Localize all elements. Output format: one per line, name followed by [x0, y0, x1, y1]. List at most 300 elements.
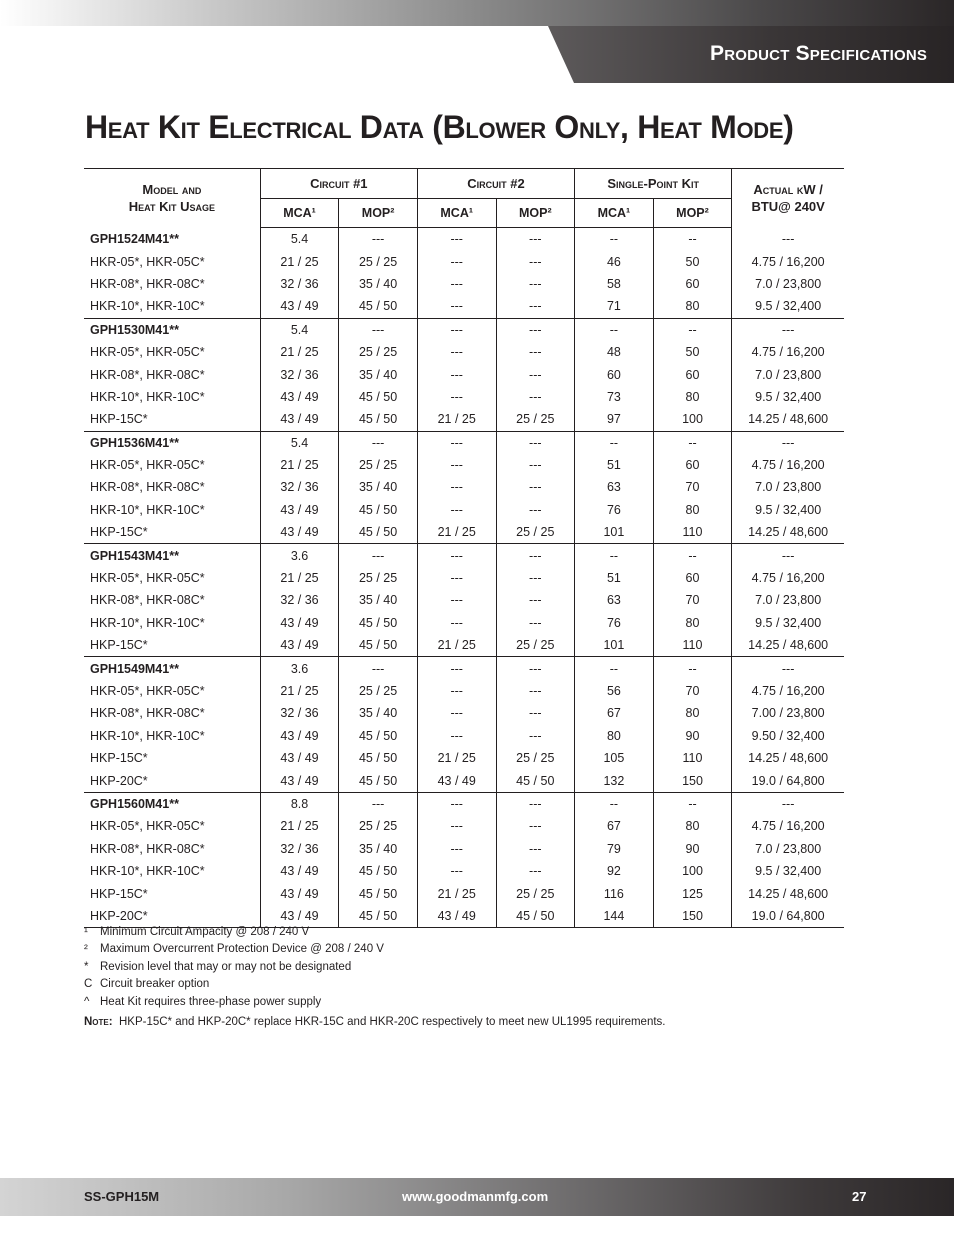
single-point-mop-cell: 100: [653, 860, 732, 882]
circuit2-mca-cell: ---: [417, 295, 496, 318]
single-point-mca-cell: 101: [575, 634, 654, 657]
actual-kw-btu-cell: 7.0 / 23,800: [732, 363, 844, 385]
circuit1-mca-cell: 21 / 25: [260, 567, 339, 589]
circuit2-mop-cell: ---: [496, 250, 575, 272]
single-point-mca-cell: --: [575, 318, 654, 341]
circuit2-mca-cell: 21 / 25: [417, 408, 496, 431]
model-cell: GPH1530M41**: [90, 322, 179, 337]
circuit1-mop-cell: 35 / 40: [339, 838, 418, 860]
circuit2-mca-cell: 21 / 25: [417, 521, 496, 544]
single-point-mop-cell: 80: [653, 702, 732, 724]
note-text: HKP-15C* and HKP-20C* replace HKR-15C and HKR-20C respectively to meet new UL1995 requirements.: [118, 1016, 666, 1028]
circuit1-mop-cell: 45 / 50: [339, 408, 418, 431]
single-point-mca-cell: --: [575, 792, 654, 815]
table-row: [84, 882, 844, 904]
circuit1-mop-cell: 35 / 40: [339, 273, 418, 295]
circuit2-mop-cell: ---: [496, 702, 575, 724]
table-row: [84, 363, 844, 385]
circuit2-mop-cell: 25 / 25: [496, 634, 575, 657]
actual-kw-btu-cell: 7.0 / 23,800: [732, 476, 844, 498]
table-row: [84, 725, 844, 747]
single-point-mop-cell: 125: [653, 882, 732, 904]
actual-kw-btu-cell: ---: [732, 544, 844, 567]
circuit1-mca-cell: 32 / 36: [260, 838, 339, 860]
circuit1-mca-cell: 43 / 49: [260, 860, 339, 882]
actual-kw-btu-cell: 14.25 / 48,600: [732, 408, 844, 431]
circuit1-mop-cell: 45 / 50: [339, 769, 418, 792]
circuit2-mca-cell: ---: [417, 273, 496, 295]
footnote: [84, 924, 384, 941]
single-point-mop-cell: 50: [653, 250, 732, 272]
circuit1-mca-cell: 43 / 49: [260, 634, 339, 657]
actual-kw-btu-cell: ---: [732, 228, 844, 251]
footnote-text: Circuit breaker option: [100, 978, 210, 991]
single-point-mca-cell: --: [575, 544, 654, 567]
single-point-mca-cell: --: [575, 431, 654, 454]
circuit1-mop-cell: 45 / 50: [339, 905, 418, 928]
actual-kw-btu-cell: 14.25 / 48,600: [732, 634, 844, 657]
circuit1-mop-cell: 45 / 50: [339, 612, 418, 634]
single-point-mop-cell: 80: [653, 612, 732, 634]
actual-kw-btu-cell: 9.5 / 32,400: [732, 386, 844, 408]
model-cell: HKR-08*, HKR-08C*: [90, 841, 205, 856]
model-cell: HKR-10*, HKR-10C*: [90, 864, 205, 879]
circuit2-mop-cell: 45 / 50: [496, 905, 575, 928]
circuit2-mca-cell: ---: [417, 341, 496, 363]
circuit1-mop-cell: 45 / 50: [339, 860, 418, 882]
single-point-mop-cell: 60: [653, 363, 732, 385]
footnote-mark: *: [84, 960, 89, 973]
model-cell: GPH1536M41**: [90, 435, 179, 450]
circuit1-mop-cell: 25 / 25: [339, 250, 418, 272]
circuit1-mop-cell: 45 / 50: [339, 725, 418, 747]
circuit1-mop-cell: 35 / 40: [339, 476, 418, 498]
single-point-mca-cell: 76: [575, 612, 654, 634]
actual-kw-btu-cell: 4.75 / 16,200: [732, 454, 844, 476]
circuit2-mca-cell: 21 / 25: [417, 634, 496, 657]
circuit1-mca-cell: 3.6: [260, 544, 339, 567]
header-circuit-1: Circuit #1: [260, 169, 417, 199]
circuit2-mop-cell: ---: [496, 680, 575, 702]
circuit2-mca-cell: ---: [417, 363, 496, 385]
single-point-mop-cell: --: [653, 544, 732, 567]
model-cell: HKR-05*, HKR-05C*: [90, 254, 205, 269]
single-point-mop-cell: 70: [653, 589, 732, 611]
model-cell: HKR-10*, HKR-10C*: [84, 295, 260, 318]
circuit2-mop-cell: ---: [496, 431, 575, 454]
header-actual-kw: [732, 169, 844, 228]
actual-kw-btu-cell: 14.25 / 48,600: [732, 747, 844, 769]
table-row: [84, 273, 844, 295]
actual-kw-btu-cell: ---: [732, 657, 844, 680]
circuit1-mca-cell: 43 / 49: [260, 521, 339, 544]
circuit2-mop-cell: ---: [496, 589, 575, 611]
circuit2-mca-cell: ---: [417, 318, 496, 341]
actual-kw-btu-cell: 9.5 / 32,400: [732, 860, 844, 882]
table-row-model: [84, 228, 844, 251]
single-point-mca-cell: 51: [575, 567, 654, 589]
circuit2-mca-cell: ---: [417, 792, 496, 815]
circuit1-mca-cell: 3.6: [260, 657, 339, 680]
circuit1-mop-cell: 45 / 50: [339, 295, 418, 318]
model-cell: HKR-08*, HKR-08C*: [90, 706, 205, 721]
footer-url[interactable]: www.goodmanmfg.com: [402, 1189, 549, 1204]
circuit2-mca-cell: ---: [417, 838, 496, 860]
header-actual-kw-line1: Actual kW /: [753, 182, 823, 198]
circuit1-mca-cell: 5.4: [260, 431, 339, 454]
header-circuit-2: Circuit #2: [417, 169, 574, 199]
single-point-mop-cell: --: [653, 318, 732, 341]
circuit1-mop-cell: ---: [339, 657, 418, 680]
actual-kw-btu-cell: 4.75 / 16,200: [732, 341, 844, 363]
model-cell: HKR-08*, HKR-08C*: [90, 593, 205, 608]
single-point-mop-cell: 70: [653, 680, 732, 702]
circuit1-mca-cell: 32 / 36: [260, 476, 339, 498]
single-point-mop-cell: 100: [653, 408, 732, 431]
table-row: [84, 860, 844, 882]
circuit2-mca-cell: ---: [417, 228, 496, 251]
circuit1-mca-cell: 32 / 36: [260, 273, 339, 295]
model-cell: HKP-15C*: [84, 408, 260, 431]
single-point-mca-cell: 105: [575, 747, 654, 769]
actual-kw-btu-cell: 9.50 / 32,400: [732, 725, 844, 747]
actual-kw-btu-cell: ---: [732, 318, 844, 341]
model-cell: HKR-08*, HKR-08C*: [90, 367, 205, 382]
single-point-mca-cell: 67: [575, 815, 654, 837]
single-point-mop-cell: 90: [653, 838, 732, 860]
circuit1-mop-cell: 25 / 25: [339, 680, 418, 702]
circuit1-mca-cell: 43 / 49: [260, 905, 339, 928]
single-point-mca-cell: 51: [575, 454, 654, 476]
circuit1-mop-cell: ---: [339, 431, 418, 454]
circuit2-mop-cell: 25 / 25: [496, 521, 575, 544]
footnotes: [84, 924, 384, 1011]
table-row: [84, 386, 844, 408]
circuit2-mca-cell: ---: [417, 454, 496, 476]
circuit1-mca-cell: 43 / 49: [260, 747, 339, 769]
circuit1-mca-cell: 43 / 49: [260, 882, 339, 904]
circuit2-mca-cell: ---: [417, 815, 496, 837]
circuit1-mca-cell: 32 / 36: [260, 589, 339, 611]
actual-kw-btu-cell: 4.75 / 16,200: [732, 680, 844, 702]
table-row: [84, 408, 844, 431]
circuit1-mca-cell: 8.8: [260, 792, 339, 815]
single-point-mca-cell: 92: [575, 860, 654, 882]
circuit2-mop-cell: ---: [496, 386, 575, 408]
footer-page-number: 27: [852, 1189, 867, 1204]
footer-doc-id: SS-GPH15M: [84, 1189, 160, 1204]
model-cell: GPH1560M41**: [90, 796, 179, 811]
circuit2-mop-cell: 25 / 25: [496, 747, 575, 769]
actual-kw-btu-cell: ---: [732, 792, 844, 815]
circuit2-mop-cell: ---: [496, 815, 575, 837]
table-row: [84, 250, 844, 272]
single-point-mop-cell: 60: [653, 273, 732, 295]
single-point-mca-cell: 71: [575, 295, 654, 318]
circuit1-mop-cell: 45 / 50: [339, 386, 418, 408]
circuit1-mca-cell: 43 / 49: [260, 408, 339, 431]
single-point-mop-cell: --: [653, 431, 732, 454]
circuit2-mop-cell: ---: [496, 838, 575, 860]
model-cell: HKR-05*, HKR-05C*: [90, 345, 205, 360]
circuit2-mca-cell: ---: [417, 702, 496, 724]
header-mop: MOP²: [339, 199, 418, 228]
header-model-line1: Model and: [142, 182, 202, 198]
circuit2-mca-cell: ---: [417, 544, 496, 567]
single-point-mop-cell: 70: [653, 476, 732, 498]
header-mca: MCA¹: [417, 199, 496, 228]
single-point-mop-cell: 60: [653, 567, 732, 589]
circuit2-mop-cell: ---: [496, 363, 575, 385]
actual-kw-btu-cell: 19.0 / 64,800: [732, 769, 844, 792]
table-row: [84, 815, 844, 837]
actual-kw-btu-cell: 14.25 / 48,600: [732, 521, 844, 544]
table-row-model: [84, 431, 844, 454]
header-model-line2: Heat Kit Usage: [128, 199, 215, 215]
circuit2-mca-cell: ---: [417, 250, 496, 272]
single-point-mca-cell: 63: [575, 476, 654, 498]
circuit1-mca-cell: 43 / 49: [260, 295, 339, 318]
actual-kw-btu-cell: 7.0 / 23,800: [732, 273, 844, 295]
single-point-mop-cell: --: [653, 792, 732, 815]
circuit2-mop-cell: ---: [496, 476, 575, 498]
table-row-model: [84, 657, 844, 680]
circuit1-mop-cell: 45 / 50: [339, 499, 418, 521]
circuit1-mca-cell: 21 / 25: [260, 250, 339, 272]
top-gradient-bar: [0, 0, 954, 26]
header-actual-kw-line2: BTU@ 240V: [751, 199, 825, 215]
circuit2-mca-cell: 43 / 49: [417, 905, 496, 928]
circuit1-mca-cell: 43 / 49: [260, 499, 339, 521]
circuit1-mop-cell: 25 / 25: [339, 341, 418, 363]
model-cell: HKR-05*, HKR-05C*: [90, 819, 205, 834]
model-cell: HKP-20C*: [84, 769, 260, 792]
table-row: [84, 567, 844, 589]
circuit2-mop-cell: ---: [496, 318, 575, 341]
circuit2-mca-cell: ---: [417, 499, 496, 521]
actual-kw-btu-cell: 7.0 / 23,800: [732, 838, 844, 860]
circuit2-mca-cell: ---: [417, 567, 496, 589]
circuit1-mop-cell: 35 / 40: [339, 363, 418, 385]
circuit1-mca-cell: 21 / 25: [260, 815, 339, 837]
circuit2-mca-cell: ---: [417, 431, 496, 454]
model-cell: HKP-15C*: [90, 751, 148, 766]
footnote-mark: ¹: [84, 926, 88, 938]
circuit1-mca-cell: 5.4: [260, 318, 339, 341]
actual-kw-btu-cell: 19.0 / 64,800: [732, 905, 844, 928]
model-cell: HKR-10*, HKR-10C*: [90, 615, 205, 630]
note: [84, 1016, 666, 1028]
model-cell: HKR-05*, HKR-05C*: [90, 458, 205, 473]
table-row-model: [84, 792, 844, 815]
model-cell: HKR-05*, HKR-05C*: [90, 684, 205, 698]
single-point-mca-cell: 48: [575, 341, 654, 363]
table-row: [84, 589, 844, 611]
single-point-mca-cell: 67: [575, 702, 654, 724]
circuit1-mca-cell: 32 / 36: [260, 702, 339, 724]
single-point-mca-cell: --: [575, 228, 654, 251]
circuit2-mca-cell: 21 / 25: [417, 882, 496, 904]
single-point-mop-cell: 80: [653, 499, 732, 521]
single-point-mop-cell: 50: [653, 341, 732, 363]
circuit2-mop-cell: 25 / 25: [496, 882, 575, 904]
circuit1-mca-cell: 43 / 49: [260, 725, 339, 747]
footnote-text: Minimum Circuit Ampacity @ 208 / 240 V: [100, 926, 310, 938]
circuit1-mop-cell: ---: [339, 792, 418, 815]
circuit2-mca-cell: ---: [417, 657, 496, 680]
model-cell: HKR-10*, HKR-10C*: [90, 389, 205, 404]
actual-kw-btu-cell: 9.5 / 32,400: [732, 612, 844, 634]
circuit1-mop-cell: ---: [339, 228, 418, 251]
single-point-mop-cell: 110: [653, 521, 732, 544]
circuit2-mop-cell: ---: [496, 792, 575, 815]
footnote-mark: ^: [84, 995, 90, 1008]
circuit2-mop-cell: ---: [496, 567, 575, 589]
model-cell: HKR-08*, HKR-08C*: [90, 480, 205, 495]
circuit2-mop-cell: ---: [496, 295, 575, 318]
table-row: [84, 838, 844, 860]
actual-kw-btu-cell: 7.0 / 23,800: [732, 589, 844, 611]
footnote: [84, 976, 384, 993]
header-mca: MCA¹: [575, 199, 654, 228]
header-mop: MOP²: [653, 199, 732, 228]
circuit2-mop-cell: ---: [496, 273, 575, 295]
actual-kw-btu-cell: 4.75 / 16,200: [732, 815, 844, 837]
footnote-text: Revision level that may or may not be designated: [100, 960, 352, 973]
circuit1-mca-cell: 43 / 49: [260, 612, 339, 634]
circuit2-mop-cell: ---: [496, 228, 575, 251]
circuit2-mca-cell: 21 / 25: [417, 747, 496, 769]
model-cell: HKR-10*, HKR-10C*: [90, 502, 205, 517]
circuit2-mop-cell: ---: [496, 544, 575, 567]
single-point-mop-cell: 110: [653, 747, 732, 769]
table-row: [84, 521, 844, 544]
single-point-mca-cell: 46: [575, 250, 654, 272]
circuit1-mca-cell: 21 / 25: [260, 341, 339, 363]
section-title: Product Specifications: [710, 42, 928, 65]
single-point-mca-cell: 56: [575, 680, 654, 702]
header-mca: MCA¹: [260, 199, 339, 228]
model-cell: HKP-15C*: [84, 521, 260, 544]
single-point-mop-cell: 60: [653, 454, 732, 476]
single-point-mca-cell: 58: [575, 273, 654, 295]
circuit2-mca-cell: ---: [417, 725, 496, 747]
single-point-mca-cell: 101: [575, 521, 654, 544]
model-cell: HKP-15C*: [90, 886, 148, 901]
circuit1-mca-cell: 43 / 49: [260, 386, 339, 408]
model-cell: HKR-05*, HKR-05C*: [90, 571, 205, 586]
circuit2-mop-cell: ---: [496, 341, 575, 363]
table-row: [84, 454, 844, 476]
table-row-model: [84, 318, 844, 341]
circuit2-mop-cell: ---: [496, 454, 575, 476]
circuit1-mop-cell: 35 / 40: [339, 589, 418, 611]
circuit1-mop-cell: 25 / 25: [339, 567, 418, 589]
circuit1-mop-cell: 25 / 25: [339, 815, 418, 837]
footnote: [84, 959, 384, 976]
note-label: Note:: [84, 1016, 113, 1028]
footnote-mark: ²: [84, 943, 88, 956]
single-point-mop-cell: 90: [653, 725, 732, 747]
actual-kw-btu-cell: 4.75 / 16,200: [732, 567, 844, 589]
single-point-mca-cell: 76: [575, 499, 654, 521]
circuit1-mop-cell: 45 / 50: [339, 882, 418, 904]
actual-kw-btu-cell: ---: [732, 431, 844, 454]
circuit1-mop-cell: 25 / 25: [339, 454, 418, 476]
single-point-mop-cell: 110: [653, 634, 732, 657]
table-row: [84, 702, 844, 724]
actual-kw-btu-cell: 9.5 / 32,400: [732, 295, 844, 318]
table-row: [84, 769, 844, 792]
actual-kw-btu-cell: 4.75 / 16,200: [732, 250, 844, 272]
circuit1-mop-cell: 45 / 50: [339, 747, 418, 769]
single-point-mop-cell: 150: [653, 769, 732, 792]
table-row: [84, 612, 844, 634]
model-cell: HKR-08*, HKR-08C*: [90, 276, 205, 291]
footnote-text: Maximum Overcurrent Protection Device @ 208 / 240 V: [100, 943, 384, 956]
table-row: [84, 341, 844, 363]
table-row: [84, 499, 844, 521]
single-point-mop-cell: --: [653, 228, 732, 251]
heat-kit-electrical-table: [84, 168, 844, 928]
circuit1-mop-cell: 35 / 40: [339, 702, 418, 724]
circuit2-mop-cell: ---: [496, 499, 575, 521]
circuit2-mop-cell: 45 / 50: [496, 769, 575, 792]
table-row: [84, 634, 844, 657]
actual-kw-btu-cell: 7.00 / 23,800: [732, 702, 844, 724]
circuit2-mop-cell: ---: [496, 657, 575, 680]
model-cell: GPH1549M41**: [90, 661, 179, 676]
single-point-mca-cell: 97: [575, 408, 654, 431]
circuit1-mop-cell: 45 / 50: [339, 521, 418, 544]
single-point-mca-cell: 132: [575, 769, 654, 792]
circuit2-mca-cell: 43 / 49: [417, 769, 496, 792]
single-point-mca-cell: 73: [575, 386, 654, 408]
model-cell: GPH1543M41**: [90, 548, 179, 563]
circuit2-mca-cell: ---: [417, 680, 496, 702]
table-body: [84, 228, 844, 928]
single-point-mca-cell: 116: [575, 882, 654, 904]
single-point-mca-cell: 79: [575, 838, 654, 860]
table-row: [84, 680, 844, 702]
table-row-model: [84, 544, 844, 567]
model-cell: GPH1524M41**: [90, 231, 179, 246]
circuit1-mop-cell: 45 / 50: [339, 634, 418, 657]
footnote-mark: C: [84, 978, 93, 991]
header-mop: MOP²: [496, 199, 575, 228]
circuit2-mca-cell: ---: [417, 589, 496, 611]
circuit2-mca-cell: ---: [417, 612, 496, 634]
header-single-point-kit: Single-Point Kit: [575, 169, 732, 199]
page-title: Heat Kit Electrical Data (Blower Only, Heat Mode): [85, 109, 794, 145]
single-point-mca-cell: 144: [575, 905, 654, 928]
table-row: [84, 295, 844, 318]
circuit2-mop-cell: ---: [496, 725, 575, 747]
model-cell: HKP-15C*: [84, 634, 260, 657]
single-point-mca-cell: 63: [575, 589, 654, 611]
table-row: [84, 476, 844, 498]
single-point-mop-cell: 80: [653, 386, 732, 408]
circuit1-mca-cell: 21 / 25: [260, 454, 339, 476]
model-cell: HKR-10*, HKR-10C*: [90, 728, 205, 743]
circuit2-mca-cell: ---: [417, 386, 496, 408]
circuit2-mca-cell: ---: [417, 476, 496, 498]
circuit1-mca-cell: 32 / 36: [260, 363, 339, 385]
footnote-text: Heat Kit requires three-phase power supply: [100, 995, 322, 1008]
circuit1-mca-cell: 5.4: [260, 228, 339, 251]
single-point-mca-cell: 60: [575, 363, 654, 385]
model-cell: HKP-20C*: [84, 905, 260, 928]
